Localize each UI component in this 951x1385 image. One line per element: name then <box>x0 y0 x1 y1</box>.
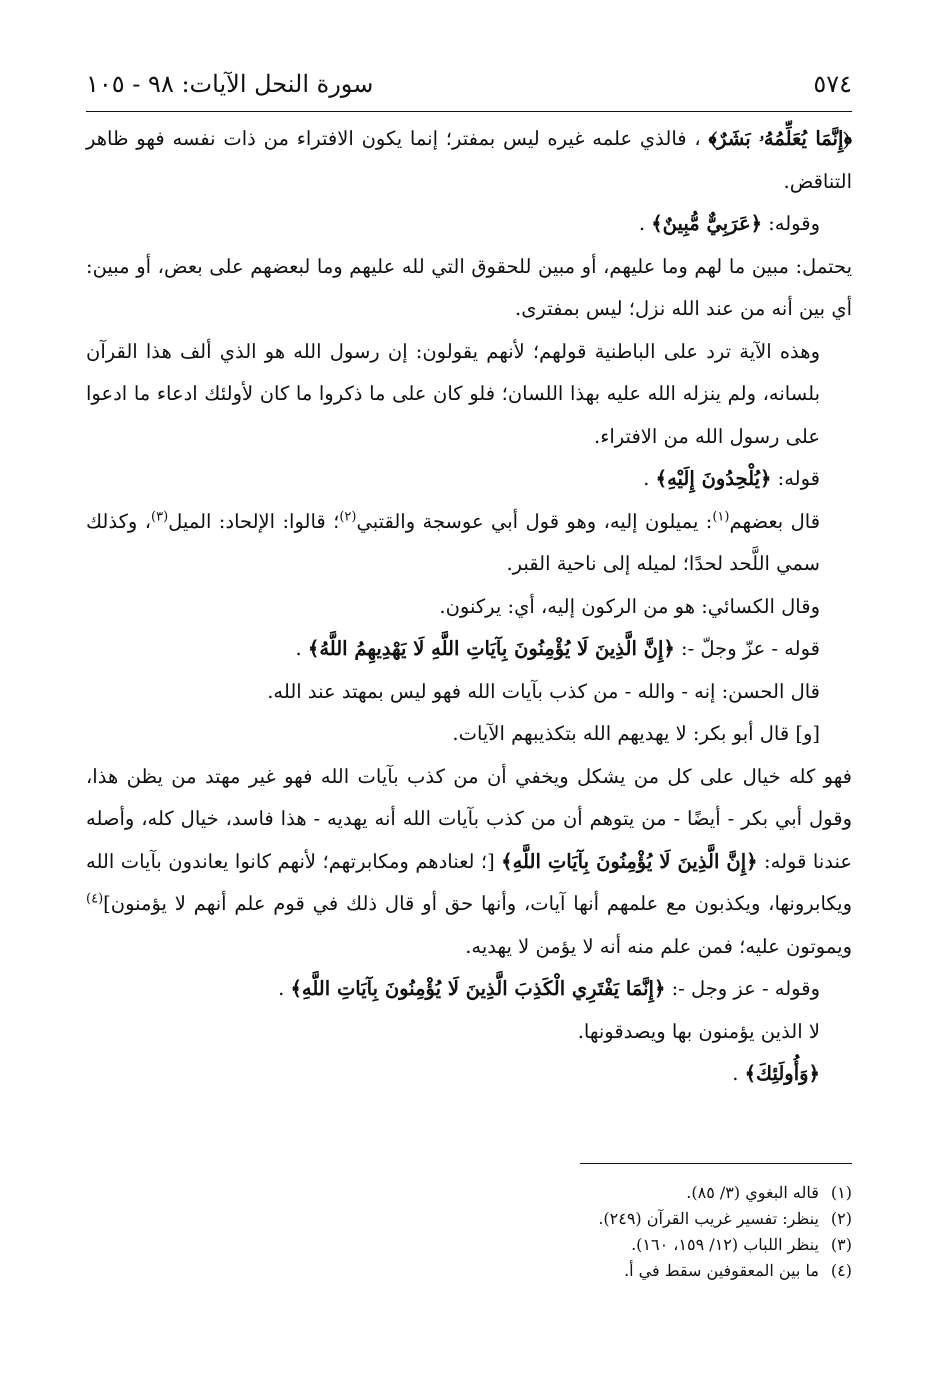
quran-quote: ﴿إِنَّ الَّذِينَ لَا يُؤْمِنُونَ بِآيَاتِ اللَّهِ﴾ <box>501 849 758 873</box>
body-text <box>86 118 852 1096</box>
text-segment: . <box>638 212 652 235</box>
text-segment: قوله: <box>771 467 820 490</box>
footnote-number: (١) <box>830 1183 852 1202</box>
text-segment: وقال الكسائي: هو من الركون إليه، أي: يركنون. <box>439 594 820 618</box>
text-segment: ؛ قالوا: الإلحاد: الميل <box>168 509 340 533</box>
text-segment: وقوله: <box>762 212 820 235</box>
paragraph <box>86 246 852 331</box>
paragraph <box>86 671 852 714</box>
footnote-text: ما بين المعقوفين سقط في أ. <box>624 1261 819 1280</box>
footnote-number: (٣) <box>830 1235 852 1254</box>
paragraph <box>86 1011 852 1054</box>
text-segment: قوله - عزّ وجلّ -: <box>674 637 820 660</box>
paragraph <box>86 756 852 969</box>
footnote-number: (٤) <box>830 1261 852 1280</box>
footnote-ref: (٣) <box>151 509 169 524</box>
running-title: سورة النحل الآيات: ٩٨ - ١٠٥ <box>86 70 374 98</box>
text-segment: . <box>643 467 656 490</box>
paragraph <box>86 1053 852 1096</box>
paragraph <box>86 586 852 629</box>
footnote-text: ينظر: تفسير غريب القرآن (٢٤٩). <box>598 1209 819 1228</box>
text-segment: ويموتون عليه؛ فمن علم منه أنه لا يؤمن لا يهديه. <box>465 934 852 958</box>
header-rule <box>86 111 852 112</box>
footnote <box>86 1232 852 1258</box>
paragraph <box>86 458 852 501</box>
text-segment: ، وكذلك سمي اللَّحد لحدًا؛ لميله إلى ناحية القبر. <box>86 509 820 575</box>
footnotes <box>86 1180 852 1284</box>
text-segment: [؛ لعنادهم ومكابرتهم؛ لأنهم كانوا يعاندون بآيات الله ويكابرونها، ويكذبون مع علمهم أنها آيات، وأنها حق أو قال ذلك في قوم علم أنهم لا يؤمنون] <box>86 849 852 915</box>
page-header <box>86 62 852 106</box>
text-segment: ، فالذي علمه غيره ليس بمفتر؛ إنما يكون الافتراء من ذات نفسه فهو ظاهر التناقض. <box>86 127 852 193</box>
paragraph <box>86 628 852 671</box>
page-number: ٥٧٤ <box>813 70 852 98</box>
footnote <box>86 1206 852 1232</box>
text-segment: . <box>295 637 308 660</box>
paragraph <box>86 501 852 586</box>
footnote <box>86 1180 852 1206</box>
text-segment: . <box>278 977 291 1000</box>
footnote-ref: (٤) <box>86 891 104 907</box>
quran-quote: ﴿إِنَّ الَّذِينَ لَا يُؤْمِنُونَ بِآيَاتِ اللَّهِ لَا يَهْدِيهِمُ اللَّهُ﴾ <box>307 637 675 660</box>
text-segment: لا الذين يؤمنون بها ويصدقونها. <box>577 1019 820 1043</box>
paragraph <box>86 331 852 459</box>
paragraph <box>86 968 852 1011</box>
paragraph <box>86 118 852 203</box>
text-segment: وهذه الآية ترد على الباطنية قولهم؛ لأنهم يقولون: إن رسول الله هو الذي ألف هذا القرآن بلسانه، ولم ينزله الله عليه بهذا اللسان؛ فلو كان على ما ذكروا ما كان لأولئك ادعاء ما ادعوا على رسول الله من الافتراء. <box>86 339 820 448</box>
quran-quote: ﴿عَرَبِيٌّ مُّبِينٌ﴾ <box>651 212 763 235</box>
text-segment: وقوله - عز وجل -: <box>665 977 820 1000</box>
quran-quote: ﴿إِنَّمَا يَفْتَرِي الْكَذِبَ الَّذِينَ لَا يُؤْمِنُونَ بِآيَاتِ اللَّهِ﴾ <box>290 977 666 1000</box>
footnote-number: (٢) <box>830 1209 852 1228</box>
text-segment: قال الحسن: إنه - والله - من كذب بآيات الله فهو ليس بمهتد عند الله. <box>267 679 820 703</box>
text-segment: : يميلون إليه، وهو قول أبي عوسجة والقتبي <box>356 509 713 533</box>
paragraph <box>86 203 852 246</box>
quran-quote: ﴿وَأُولَئِكَ﴾ <box>744 1062 820 1085</box>
footnote-ref: (٢) <box>339 509 357 524</box>
text-segment: يحتمل: مبين ما لهم وما عليهم، أو مبين للحقوق التي لله عليهم وما لبعضهم على بعض، أو مبين: أي بين أنه من عند الله نزل؛ ليس بمفترى. <box>86 254 852 320</box>
text-segment: فهو كله خيال على كل من يشكل ويخفي أن من كذب بآيات الله فهو غير مهتد من يظن هذا، وقول أبي بكر - أيضًا - من يتوهم أن من كذب بآيات الله أنه يهديه - هذا فاسد، خيال كله، وأصله عندنا قوله: <box>86 764 853 873</box>
footnote-text: قاله البغوي (٣/ ٨٥). <box>686 1183 819 1202</box>
footnote-rule <box>580 1163 852 1164</box>
quran-quote: ﴿إِنَّمَا يُعَلِّمُهُۥ بَشَرٌ﴾ <box>708 127 853 150</box>
paragraph <box>86 713 852 756</box>
text-segment: [و] قال أبو بكر: لا يهديهم الله بتكذيبهم الآيات. <box>452 722 820 745</box>
text-segment: قال بعضهم <box>729 509 821 533</box>
quran-quote: ﴿يُلْحِدُونَ إِلَيْهِ﴾ <box>655 467 772 490</box>
footnote <box>86 1258 852 1284</box>
footnote-text: ينظر اللباب (١٢/ ١٥٩، ١٦٠). <box>631 1235 819 1254</box>
footnote-ref: (١) <box>712 509 730 524</box>
text-segment: . <box>732 1062 745 1085</box>
